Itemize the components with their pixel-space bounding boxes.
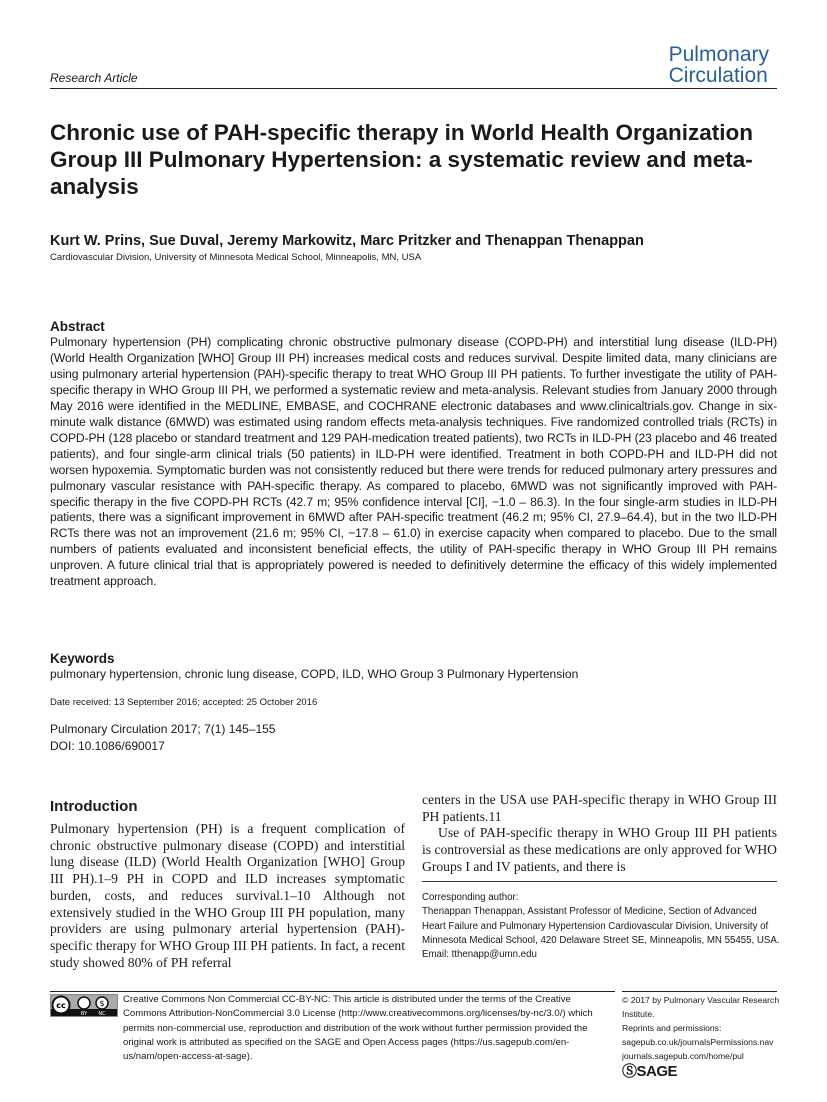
- keywords-heading: Keywords: [50, 651, 115, 666]
- publisher-name: SAGE: [636, 1063, 678, 1080]
- sage-icon: Ⓢ: [622, 1063, 637, 1080]
- introduction-right-column: [422, 792, 777, 876]
- permissions-link[interactable]: sagepub.co.uk/journalsPermissions.nav: [622, 1037, 774, 1047]
- abstract-heading: Abstract: [50, 319, 105, 334]
- abstract-text: Pulmonary hypertension (PH) complicating chronic obstructive pulmonary disease (COPD-PH) and interstitial lung disease (ILD-PH) (World Health Organization [WHO] Group III PH) increases medical costs and reduces survival. Despite limited data, many clinicians are using pulmonary arterial hypertension (PAH)-specific therapy to treat WHO Group III PH patients. To further investigate the utility of PAH-specific therapy in WHO Group III PH, we performed a systematic review and meta-analysis. Relevant studies from January 2000 through May 2016 were identified in the MEDLINE, EMBASE, and COCHRANE electronic databases and www.clinicaltrials.gov. Change in six-minute walk distance (6MWD) was estimated using random effects meta-analysis techniques. Five randomized controlled trials (RCTs) in COPD-PH (128 placebo or standard treatment and 129 PAH-medication treated patients), two RCTs in ILD-PH (23 placebo and 46 treated patients), and four single-arm clinical trials (50 patients) in ILD-PH were identified. Treatment in both COPD-PH and ILD-PH did not worsen hypoxemia. Symptomatic burden was not consistently reduced but there were trends for reduced pulmonary artery pressures and pulmonary vascular resistance with PAH-specific therapy. As compared to placebo, 6MWD was not significantly improved with PAH-specific therapy in the five COPD-PH RCTs (42.7 m; 95% confidence interval [CI], −1.0 – 86.3). In the four single-arm studies in ILD-PH patients, there was a significant improvement in 6MWD after PAH-specific treatment (46.2 m; 95% CI, 27.9–64.4), but in the two ILD-PH RCTs there was not an improvement (21.6 m; 95% CI, −17.8 – 61.0) in exercise capacity when compared to placebo. Due to the small numbers of patients evaluated and inconsistent beneficial effects, the utility of PAH-specific therapy in WHO Group III PH remains unproven. A future clinical trial that is appropriately powered is needed to definitively determine the efficacy of this widely implemented treatment approach.: [50, 335, 777, 589]
- corresponding-author: [422, 891, 782, 962]
- logo-line-2: Circulation: [668, 64, 768, 87]
- svg-text:cc: cc: [56, 1001, 66, 1010]
- introduction-heading: Introduction: [50, 798, 138, 815]
- introduction-left-column: [50, 798, 405, 971]
- keywords-text: pulmonary hypertension, chronic lung disease, COPD, ILD, WHO Group 3 Pulmonary Hypertension: [50, 667, 579, 681]
- article-type: Research Article: [50, 71, 138, 85]
- corresponding-details: Thenappan Thenappan, Assistant Professor of Medicine, Section of Advanced Heart Failure and Pulmonary Hypertension Cardiovascular Division, University of Minnesota Medical School, 420 Delaware Street SE, Minneapolis, MN 55455, USA.: [422, 906, 780, 946]
- corresponding-label: Corresponding author:: [422, 892, 519, 903]
- doi[interactable]: DOI: 10.1086/690017: [50, 739, 165, 753]
- svg-text:NC: NC: [98, 1011, 106, 1016]
- sage-logo: [622, 1065, 782, 1079]
- footer-divider: [50, 991, 615, 992]
- journal-link[interactable]: journals.sagepub.com/home/pul: [622, 1051, 744, 1061]
- paper-title: Chronic use of PAH-specific therapy in World Health Organization Group III Pulmonary Hypertension: a systematic review and meta-analysis: [50, 120, 754, 199]
- journal-citation: Pulmonary Circulation 2017; 7(1) 145–155: [50, 722, 276, 736]
- abstract-section: [50, 319, 777, 590]
- citation: [50, 721, 275, 755]
- dates: Date received: 13 September 2016; accepted: 25 October 2016: [50, 697, 318, 708]
- reprints-label: Reprints and permissions:: [622, 1023, 722, 1033]
- affiliation: Cardiovascular Division, University of Minnesota Medical School, Minneapolis, MN, USA: [50, 252, 422, 263]
- header-divider: [50, 88, 777, 89]
- svg-text:BY: BY: [80, 1011, 88, 1016]
- keywords-section: [50, 651, 777, 681]
- rights-info: [622, 993, 782, 1079]
- intro-paragraph: Pulmonary hypertension (PH) is a frequent complication of chronic obstructive pulmonary disease (COPD) and interstitial lung disease (ILD) (World Health Organization [WHO] Group III PH).1–9 PH in COPD and ILD increases symptomatic burden, costs, and reduces survival.1–10 Although not extensively studied in the WHO Group III PH population, many providers are using pulmonary arterial hypertension (PAH)-specific therapy for WHO Group III PH patients. In fact, a recent study showed 80% of PH referral: [50, 821, 405, 970]
- license-statement: Creative Commons Non Commercial CC-BY-NC: This article is distributed under the terms of the Creative Commons Attribution-NonCommercial 3.0 License (http://www.creativecommons.org/licenses/by-nc/3.0/) which permits non-commercial use, reproduction and distribution of the work without further permission provided the original work is attributed as specified on the SAGE and Open Access pages (https://us.sagepub.com/en-us/nam/open-access-at-sage).: [123, 994, 593, 1063]
- footnote-divider: [422, 881, 777, 882]
- license-text: [50, 993, 615, 1064]
- copyright: © 2017 by Pulmonary Vascular Research Institute.: [622, 995, 780, 1019]
- svg-text:$: $: [99, 999, 105, 1008]
- corresponding-email[interactable]: Email: tthenapp@umn.edu: [422, 949, 537, 961]
- intro-paragraph: Use of PAH-specific therapy in WHO Group III PH patients is controversial as these medications are only approved for WHO Groups I and IV patients, and there is: [422, 825, 777, 874]
- creative-commons-badge-icon: [50, 994, 118, 1017]
- journal-logo: [669, 44, 769, 86]
- footer-divider: [622, 991, 777, 992]
- intro-paragraph: centers in the USA use PAH-specific therapy in WHO Group III PH patients.11: [422, 792, 777, 824]
- authors: Kurt W. Prins, Sue Duval, Jeremy Markowitz, Marc Pritzker and Thenappan Thenappan: [50, 233, 644, 249]
- logo-line-1: Pulmonary: [668, 43, 769, 66]
